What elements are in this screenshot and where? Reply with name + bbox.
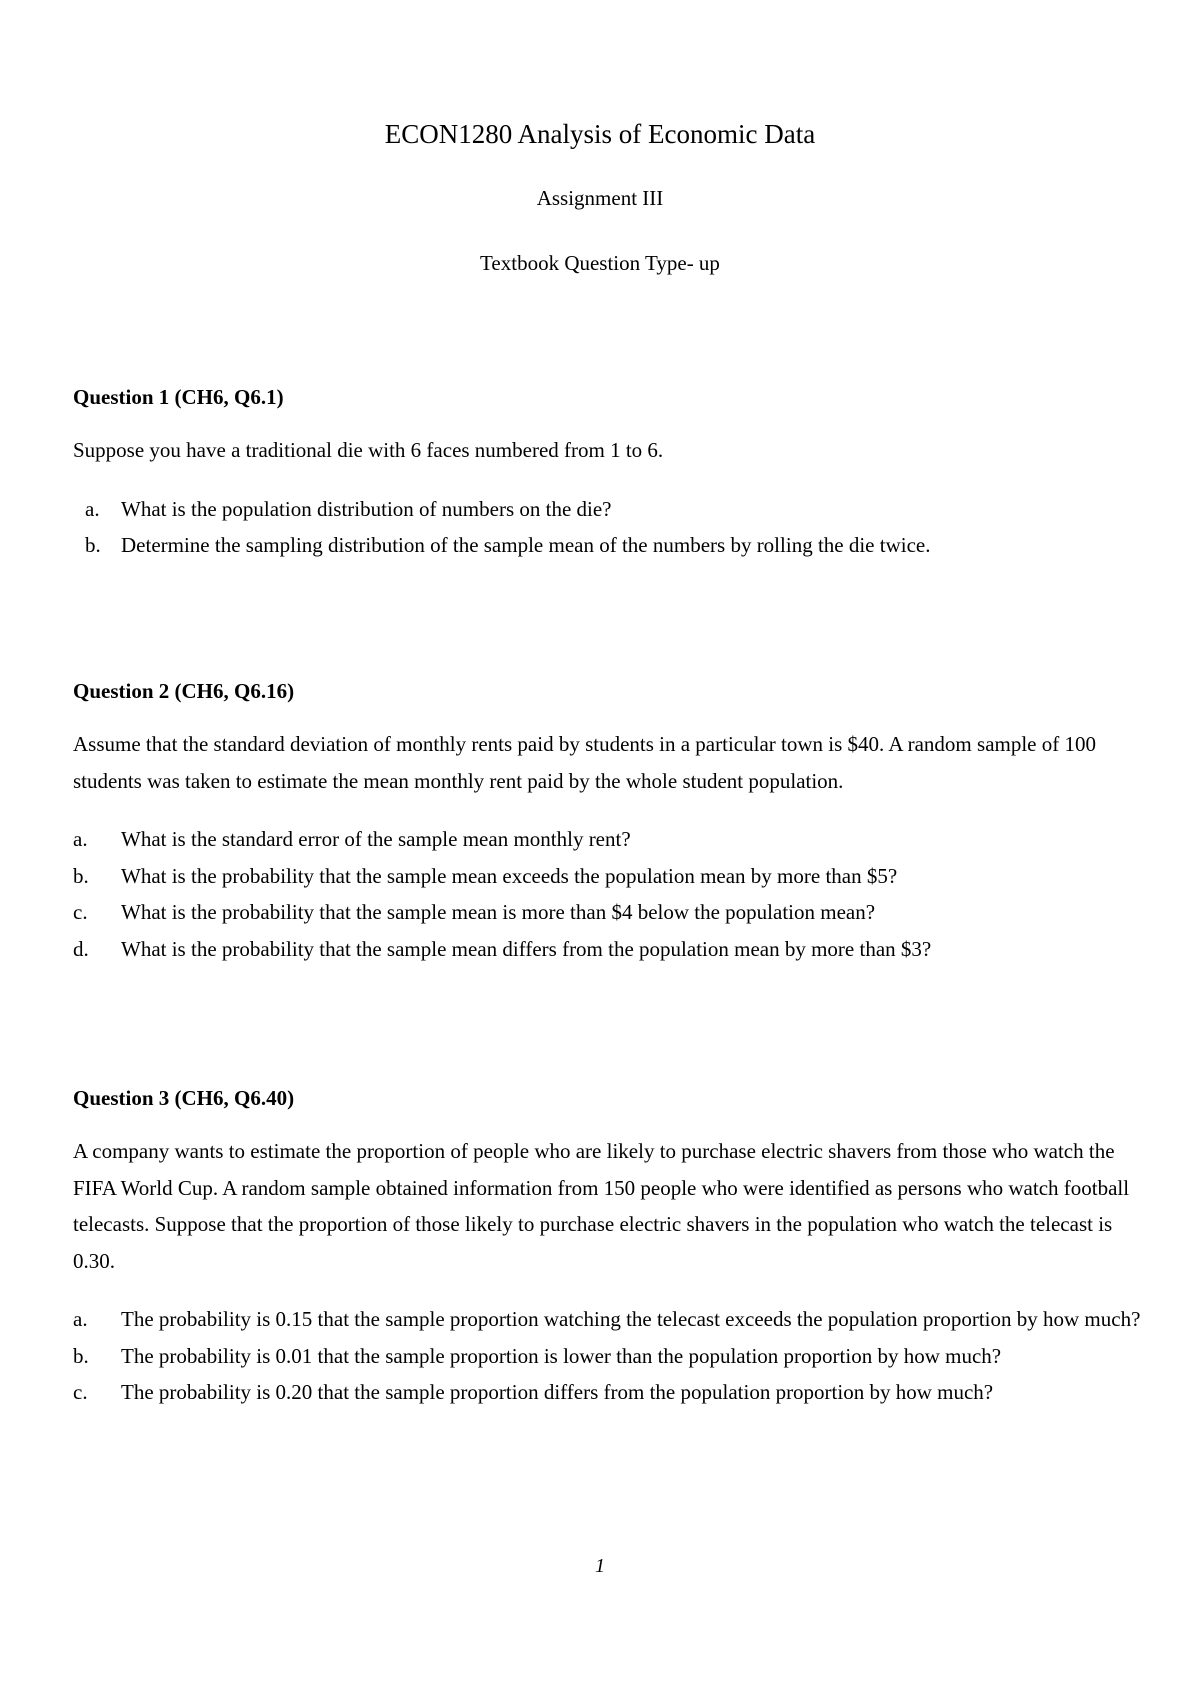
item-text: What is the probability that the sample mean is more than $4 below the population mean?	[121, 900, 876, 924]
item-text: What is the population distribution of numbers on the die?	[121, 496, 612, 521]
item-marker: a.	[73, 827, 88, 851]
list-item	[73, 491, 1143, 528]
question-body: Suppose you have a traditional die with 6 faces numbered from 1 to 6.	[73, 438, 664, 462]
question-3	[73, 1085, 1143, 1411]
item-text: The probability is 0.01 that the sample proportion is lower than the population proportion by how much?	[121, 1343, 1002, 1368]
question-heading: Question 3 (CH6, Q6.40)	[73, 1086, 295, 1110]
question-heading: Question 2 (CH6, Q6.16)	[73, 679, 295, 703]
list-item	[73, 858, 1143, 895]
list-item	[73, 821, 1143, 858]
list-item	[73, 1301, 1143, 1338]
item-marker: a.	[85, 496, 100, 521]
list-item	[73, 894, 1143, 931]
item-marker: b.	[73, 1343, 89, 1368]
document-subtitle: Assignment III	[536, 186, 664, 210]
item-marker: c.	[73, 1380, 88, 1404]
question-heading: Question 1 (CH6, Q6.1)	[73, 385, 284, 409]
item-marker: b.	[73, 863, 89, 888]
item-text: The probability is 0.15 that the sample proportion watching the telecast exceeds the population proportion by how much?	[121, 1307, 1141, 1331]
item-marker: c.	[73, 900, 88, 924]
question-items	[73, 491, 1143, 564]
document-subtitle-type-up: Textbook Question Type- up	[480, 251, 720, 275]
item-text: What is the standard error of the sample mean monthly rent?	[121, 827, 631, 851]
document-title: ECON1280 Analysis of Economic Data	[384, 119, 816, 149]
question-body: Assume that the standard deviation of monthly rents paid by students in a particular town is $40. A random sample of 100 students was taken to estimate the mean monthly rent paid by the whole student population.	[73, 732, 1096, 793]
question-2	[73, 678, 1143, 967]
question-items	[73, 1301, 1143, 1411]
list-item	[73, 1374, 1143, 1411]
item-marker: d.	[73, 936, 89, 961]
page-number: 1	[595, 1555, 605, 1577]
question-1	[73, 384, 1143, 564]
list-item	[73, 1338, 1143, 1375]
item-text: What is the probability that the sample mean differs from the population mean by more than $3?	[121, 936, 932, 961]
list-item	[73, 527, 1143, 564]
item-marker: a.	[73, 1307, 88, 1331]
list-item	[73, 931, 1143, 968]
item-text: What is the probability that the sample mean exceeds the population mean by more than $5?	[121, 863, 898, 888]
item-text: Determine the sampling distribution of the sample mean of the numbers by rolling the die twice.	[121, 533, 931, 557]
question-items	[73, 821, 1143, 967]
question-body: A company wants to estimate the proportion of people who are likely to purchase electric shavers from those who watch the FIFA World Cup. A random sample obtained information from 150 people who were identified as persons who watch football telecasts. Suppose that the proportion of those likely to purchase electric shavers in the population who watch the telecast is 0.30.	[73, 1139, 1130, 1273]
item-text: The probability is 0.20 that the sample proportion differs from the population proportion by how much?	[121, 1380, 994, 1404]
item-marker: b.	[85, 533, 101, 557]
